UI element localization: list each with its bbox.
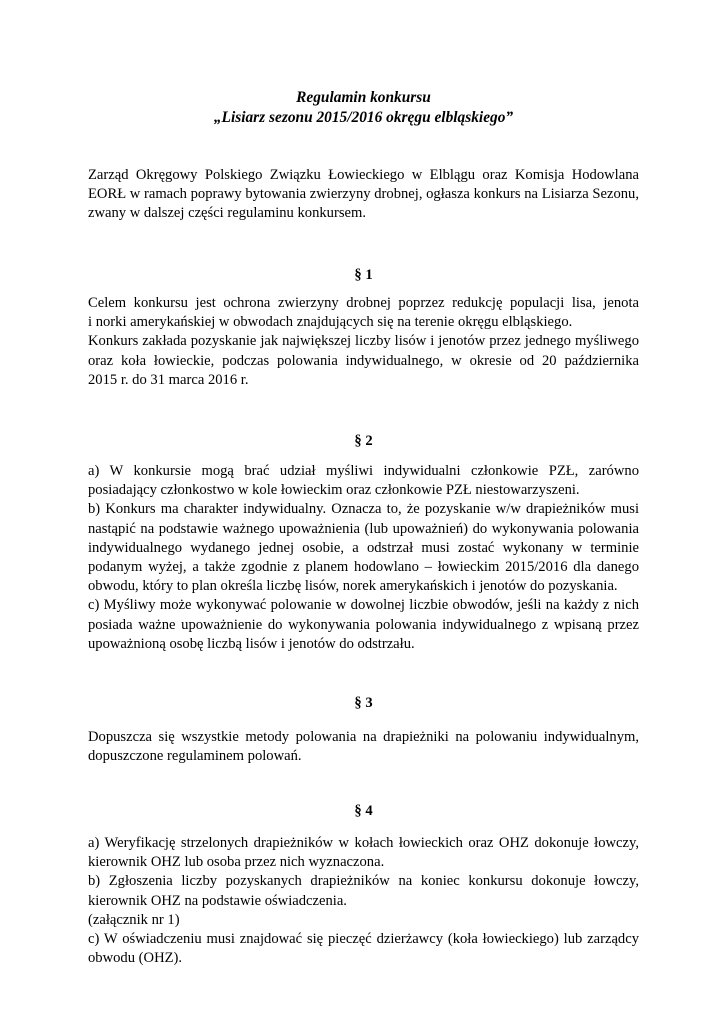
document-title — [88, 88, 639, 128]
section-line: kierownik OHZ na podstawie oświadczenia. — [88, 892, 347, 909]
title-line-2: „Lisiarz sezonu 2015/2016 okręgu elbląskiego” — [213, 109, 514, 126]
section-2-heading: § 2 — [354, 433, 373, 449]
intro-line: zwany w dalszej części regulaminu konkursem. — [88, 205, 366, 222]
section-1-body — [88, 294, 639, 390]
section-line: posiada ważne upoważnienie do wykonywania polowania indywidualnego z wpisaną przez — [88, 616, 639, 633]
intro-line: EORŁ w ramach poprawy bytowania zwierzyny drobnej, ogłasza konkurs na Lisiarza Sezonu, — [88, 186, 639, 203]
section-line: obwodu (OHZ). — [88, 950, 183, 967]
intro-line: Zarząd Okręgowy Polskiego Związku Łowieckiego w Elblągu oraz Komisja Hodowlana — [88, 167, 639, 183]
section-line: a) Weryfikację strzelonych drapieżników w kołach łowieckich oraz OHZ dokonuje łowczy, — [88, 835, 639, 851]
section-3-body — [88, 728, 639, 766]
section-line: obwodu, który to plan określa liczbę lisów, norek amerykańskich i jenotów do pozyskania. — [88, 578, 618, 595]
section-line: (załącznik nr 1) — [88, 911, 180, 928]
section-line: Dopuszcza się wszystkie metody polowania na drapieżniki na polowaniu indywidualnym, — [88, 729, 639, 745]
section-line: upoważnioną osobę liczbą lisów i jenotów do odstrzału. — [88, 635, 415, 652]
title-line-1: Regulamin konkursu — [296, 89, 431, 106]
section-line: Konkurs zakłada pozyskanie jak największej liczby lisów i jenotów przez jednego myśliwego — [88, 333, 639, 350]
section-2-body — [88, 462, 639, 654]
section-line: posiadający członkostwo w kole łowieckim oraz członkowie PZŁ niestowarzyszeni. — [88, 482, 580, 499]
section-line: kierownik OHZ lub osoba przez nich wyznaczona. — [88, 854, 385, 871]
section-line: c) Myśliwy może wykonywać polowanie w dowolnej liczbie obwodów, jeśli na każdy z nich — [88, 597, 639, 614]
intro-paragraph — [88, 166, 639, 224]
section-line: b) Konkurs ma charakter indywidualny. Oznacza to, że pozyskanie w/w drapieżników musi — [88, 501, 639, 518]
section-line: oraz koła łowieckie, podczas polowania indywidualnego, w okresie od 20 października — [88, 352, 639, 369]
section-line: nastąpić na podstawie ważnego upoważnienia (lub upoważnień) do wykonywania polowania — [88, 520, 639, 537]
section-line: indywidualnego wydanego jednej osobie, a odstrzał musi zostać wykonany w terminie — [88, 539, 639, 556]
section-line: c) W oświadczeniu musi znajdować się pieczęć dzierżawcy (koła łowieckiego) lub zarządcy — [88, 931, 639, 948]
section-line: b) Zgłoszenia liczby pozyskanych drapieżników na koniec konkursu dokonuje łowczy, — [88, 873, 639, 890]
section-3-heading: § 3 — [354, 695, 373, 711]
section-line: podanym wyżej, a także zgodnie z planem hodowlano – łowieckim 2015/2016 dla danego — [88, 559, 639, 576]
section-1-heading: § 1 — [354, 267, 373, 283]
section-line: dopuszczone regulaminem polowań. — [88, 748, 302, 765]
section-line: Celem konkursu jest ochrona zwierzyny drobnej poprzez redukcję populacji lisa, jenota — [88, 295, 639, 311]
section-4-heading: § 4 — [354, 803, 373, 819]
section-line: a) W konkursie mogą brać udział myśliwi indywidualni członkowie PZŁ, zarówno — [88, 463, 639, 479]
section-4-body — [88, 834, 639, 968]
section-line: 2015 r. do 31 marca 2016 r. — [88, 371, 249, 388]
section-line: i norki amerykańskiej w obwodach znajdujących się na terenie okręgu elbląskiego. — [88, 314, 573, 331]
